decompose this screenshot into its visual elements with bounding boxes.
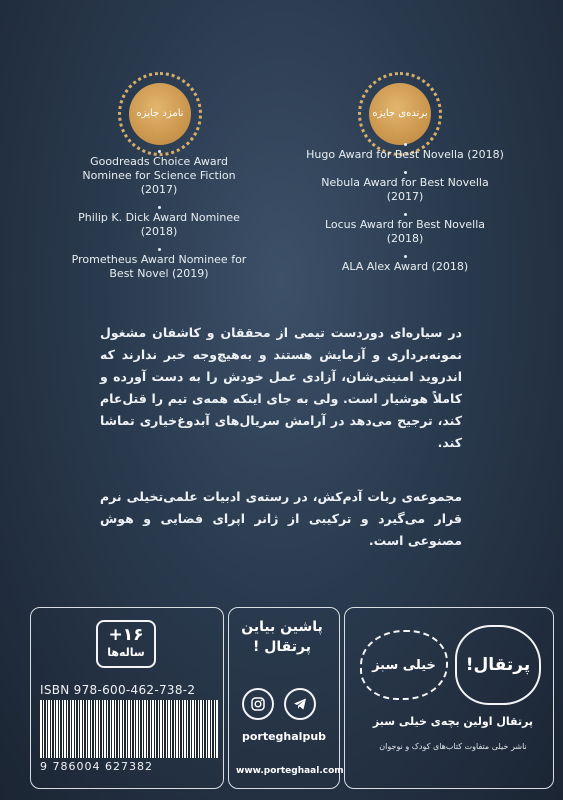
barcode [40, 700, 218, 758]
social-title [222, 617, 342, 657]
social-title-line-2: پرتقال ! [253, 639, 311, 655]
description-paragraph-1: در سیاره‌ای دوردست تیمی از محققان و کاشفان مشغول نمونه‌برداری و آزمایش هستند و به‌هیچ‌وجه خبر ندارند که اندروید امنیتی‌شان، آزادی عمل خودش را به دست آورده و کاملاً هوشیار است. ولی به جای اینکه همه‌ی تیم را قتل‌عام کند، ترجیح می‌دهد در آرامش سریال‌های آبدوغ‌خیاری تماشا کند. [100, 325, 462, 450]
isbn-text: ISBN 978-600-462-738-2 [40, 683, 196, 697]
award-item [64, 150, 254, 197]
award-text: Nebula Award for Best Novella (2017) [321, 176, 489, 203]
nominee-badge [129, 83, 191, 145]
age-number: +۱۶ [108, 625, 144, 645]
winner-awards-list [305, 143, 505, 283]
khiyli-sabz-logo [360, 630, 448, 700]
award-text: Goodreads Choice Award Nominee for Science Fiction (2017) [82, 155, 236, 196]
award-item [64, 248, 254, 281]
award-item [305, 171, 505, 204]
barcode-digits: 9 786004 627382 [40, 760, 153, 773]
award-item [64, 206, 254, 239]
porteghal-logo-text: پرتقال! [465, 655, 531, 675]
social-title-line-1: پاشین بیاین [241, 619, 323, 635]
award-text: Prometheus Award Nominee for Best Novel (2019) [71, 253, 247, 280]
award-item [305, 255, 505, 274]
award-text: Philip K. Dick Award Nominee (2018) [78, 211, 240, 238]
award-text: Locus Award for Best Novella (2018) [324, 218, 486, 245]
telegram-icon[interactable] [284, 688, 316, 720]
nominee-badge-label: نامزد جایزه [136, 108, 184, 119]
publisher-tagline: پرتقال اولین بچه‌ی خیلی سبز [372, 715, 534, 728]
social-handle: porteghalpub [241, 730, 327, 743]
winner-badge-label: برنده‌ی جایزه [372, 108, 428, 119]
winner-badge [369, 83, 431, 145]
award-text: ALA Alex Award (2018) [341, 260, 469, 273]
porteghal-logo [455, 625, 541, 705]
age-rating-badge [96, 620, 156, 668]
publisher-subtagline: ناشر خیلی متفاوت کتاب‌های کودک و نوجوان [379, 742, 527, 751]
instagram-icon[interactable] [242, 688, 274, 720]
award-item [305, 143, 505, 162]
award-item [305, 213, 505, 246]
khiyli-sabz-logo-text: خیلی سبز [372, 657, 436, 673]
age-label: ساله‌ها [107, 646, 145, 659]
website-url[interactable]: www.porteghaal.com [236, 766, 344, 776]
award-text: Hugo Award for Best Novella (2018) [306, 148, 504, 161]
description-paragraph-2: مجموعه‌ی ربات آدم‌کش، در رسته‌ی ادبیات علمی‌تخیلی نرم قرار می‌گیرد و ترکیبی از ژانر اپرای فضایی و هوش مصنوعی است. [100, 489, 462, 548]
nominee-awards-list [64, 150, 254, 290]
